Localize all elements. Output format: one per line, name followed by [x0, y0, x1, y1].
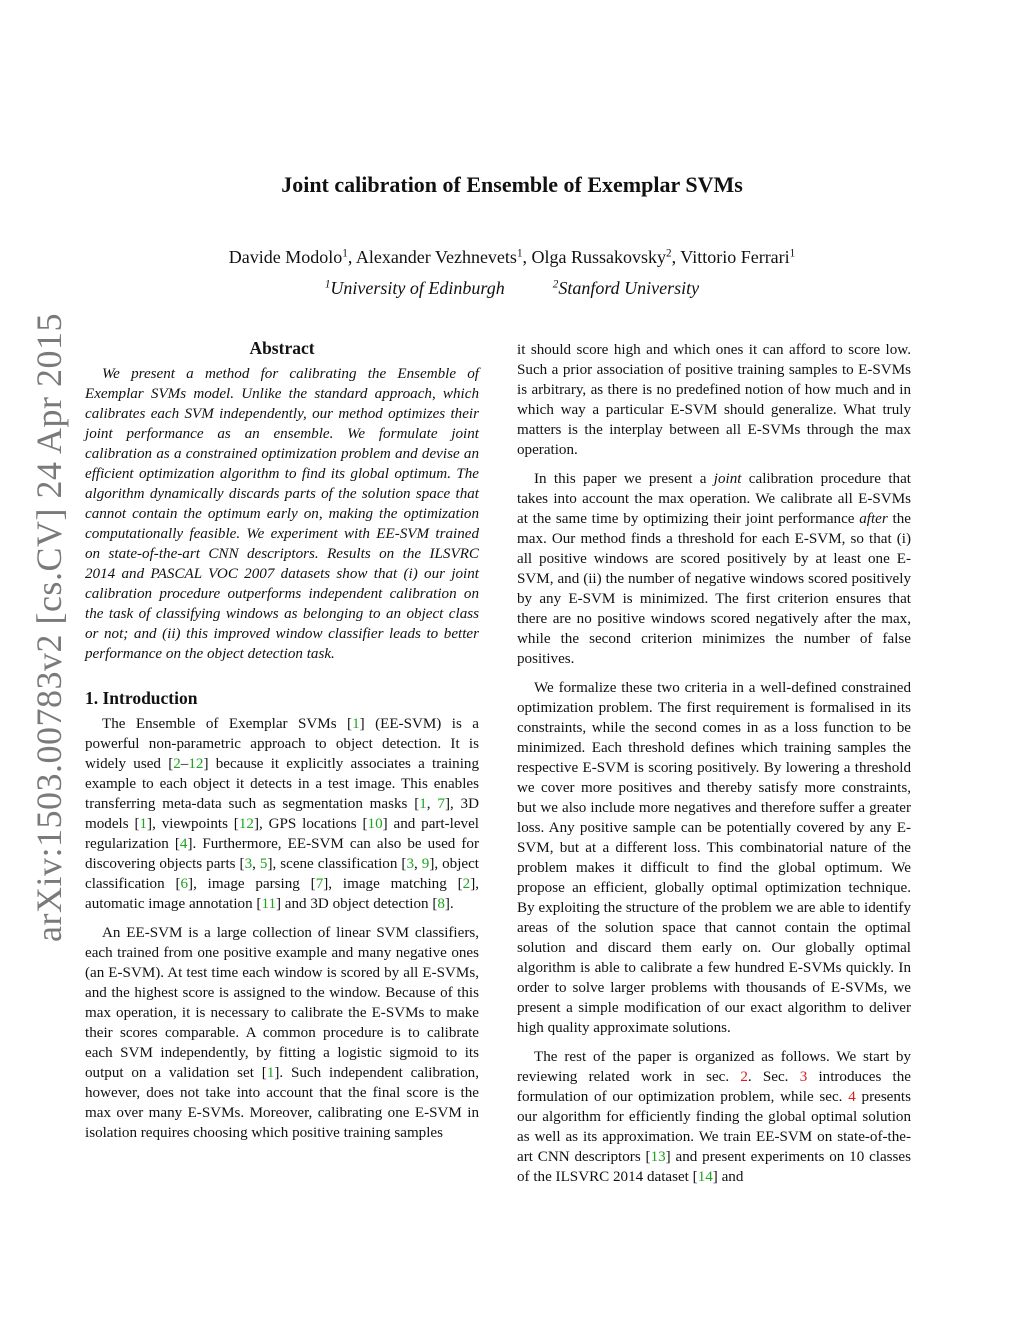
affiliation-mark: 2 — [552, 278, 559, 291]
citation-link[interactable]: 1 — [419, 796, 427, 812]
author-name: Olga Russakovsky — [531, 247, 667, 267]
body-paragraph: it should score high and which ones it can afford to score low. Such a prior association of positive training samples to E-SVMs is arbitrary, as there is no predefined notion of how much and in which way a particular E-SVM should generalize. What truly matters is the interplay between all E-SVMs through the max operation. — [517, 342, 911, 458]
affiliation-list — [0, 278, 1024, 299]
introduction-heading: 1. Introduction — [85, 688, 198, 708]
author-affiliation-mark: 1 — [516, 247, 523, 260]
introduction-paragraph: The Ensemble of Exemplar SVMs [1] (EE-SVM) is a powerful non-parametric approach to object detection. It is widely used [2–12] because it explicitly associates a training example to each object it detects in a test image. This enables transferring meta-data such as segmentation masks [1, 7], 3D models [1], viewpoints [12], GPS locations [10] and part-level regularization [4]. Furthermore, EE-SVM can also be used for discovering objects parts [3, 5], scene classification [3, 9], object classification [6], image parsing [7], image matching [2], automatic image annotation [11] and 3D object detection [8]. — [85, 716, 480, 912]
citation-link[interactable]: 7 — [437, 796, 445, 812]
abstract-heading: Abstract — [249, 338, 315, 358]
section-reference-link[interactable]: 4 — [848, 1089, 856, 1105]
author-name: Vittorio Ferrari — [680, 247, 790, 267]
citation-link[interactable]: 3 — [244, 856, 253, 872]
introduction-paragraph: An EE-SVM is a large collection of linear SVM classifiers, each trained from one positive example and many negative ones (an E-SVM). At test time each window is scored by all E-SVMs, and the highest score is assigned to the window. Because of this max operation, it is necessary to calibrate the E-SVMs to make their scores comparable. A common procedure is to calibrate each SVM independently, by fitting a logistic sigmoid to its output on a validation set [1]. Such independent calibration, however, does not take into account that the final score is the max over many E-SVMs. Moreover, calibrating one E-SVM in isolation requires choosing which positive training samples — [85, 925, 479, 1141]
arxiv-identifier-stamp: arXiv:1503.00783v2 [cs.CV] 24 Apr 2015 — [29, 313, 69, 942]
citation-link[interactable]: 5 — [259, 856, 268, 872]
abstract-text: We present a method for calibrating the Ensemble of Exemplar SVMs model. Unlike the standard approach, which calibrates each SVM independently, our method optimizes their joint performance as an ensemble. We formulate joint calibration as a constrained optimization problem and devise an efficient optimization algorithm to find its global optimum. The algorithm dynamically discards parts of the solution space that cannot contain the optimum early on, making the optimization computationally feasible. We experiment with EE-SVM trained on state-of-the-art CNN descriptors. Results on the ILSVRC 2014 and PASCAL VOC 2007 datasets show that (i) our joint calibration procedure outperforms independent calibration on the task of classifying windows as belonging to an object class or not; and (ii) this improved window classifier leads to better performance on the object detection task. — [85, 366, 479, 662]
citation-link[interactable]: 1 — [352, 716, 360, 732]
section-reference-link[interactable]: 2 — [740, 1069, 748, 1085]
citation-link[interactable]: 11 — [261, 896, 276, 912]
citation-link[interactable]: 3 — [406, 856, 414, 872]
right-column — [517, 340, 911, 1196]
citation-link[interactable]: 7 — [315, 876, 324, 892]
citation-link[interactable]: 8 — [437, 896, 445, 912]
affiliation-mark: 1 — [324, 278, 331, 291]
citation-link[interactable]: 9 — [421, 856, 430, 872]
citation-link[interactable]: 4 — [179, 836, 188, 852]
author-name: Davide Modolo — [228, 247, 343, 267]
citation-link[interactable]: 14 — [697, 1169, 713, 1185]
citation-link[interactable]: 1 — [266, 1065, 275, 1081]
citation-link[interactable]: 13 — [650, 1149, 666, 1165]
citation-link[interactable]: 1 — [139, 816, 148, 832]
citation-link[interactable]: 12 — [188, 756, 204, 772]
affiliation-name: University of Edinburgh — [330, 278, 505, 298]
body-paragraph: The rest of the paper is organized as follows. We start by reviewing related work in sec. 2. Sec. 3 introduces the formulation of our optimization problem, while sec. 4 presents our algorithm for efficiently finding the global optimal solution as well as its approximation. We train EE-SVM on state-of-the-art CNN descriptors [13] and present experiments on 10 classes of the ILSVRC 2014 dataset [14] and — [517, 1049, 912, 1185]
citation-link[interactable]: 2 — [462, 876, 471, 892]
citation-link[interactable]: 2 — [173, 756, 181, 772]
body-paragraph: We formalize these two criteria in a well-defined constrained optimization problem. The first requirement is formalised in its constraints, while the second comes in as a loss function to be minimized. Each threshold defines which training samples the respective E-SVM is scoring positively. By lowering a threshold we cover more positives and thereby satisfy more constraints, but we also include more negatives and therefore suffer a greater loss. Any positive sample can be potentially covered by any E-SVM, but at a different loss. This combinatorial nature of the problem makes it difficult to find the global optimum. We propose an efficient, globally optimal optimization technique. By exploiting the structure of the problem we are able to identify areas of the solution space that cannot contain the optimal solution and discard them early on. Our globally optimal algorithm is able to calibrate a few hundred E-SVMs quickly. In order to solve larger problems with thousands of E-SVMs, we present a simple modification of our exact algorithm to deliver high quality approximate solutions. — [517, 680, 911, 1036]
emphasis-text: joint — [713, 471, 742, 487]
author-name: Alexander Vezhnevets — [355, 247, 517, 267]
citation-link[interactable]: 12 — [238, 816, 254, 832]
emphasis-text: after — [859, 511, 888, 527]
citation-link[interactable]: 10 — [367, 816, 383, 832]
author-list: Davide Modolo$^1$, Alexander Vezhnevets$^1$, Olga Russakovsky$^2$, Vittorio Ferrari$^1$ — [228, 247, 796, 267]
author-affiliation-mark: 1 — [342, 247, 348, 260]
left-column — [85, 336, 479, 1152]
affiliation-name: Stanford University — [558, 278, 700, 298]
author-affiliation-mark: 2 — [666, 247, 672, 260]
paper-title: Joint calibration of Ensemble of Exemplar SVMs — [281, 172, 743, 197]
section-reference-link[interactable]: 3 — [799, 1069, 808, 1085]
body-paragraph: In this paper we present a joint calibration procedure that takes into account the max operation. We calibrate all E-SVMs at the same time by optimizing their joint performance after the max. Our method finds a threshold for each E-SVM, so that (i) all positive windows are scored positively by at least one E-SVM, and (ii) the number of negative windows scored positively by any E-SVM is minimized. The first criterion ensures that there are no positive windows scored negatively after the max, while the second criterion minimizes the number of false positives. — [517, 471, 911, 667]
citation-link[interactable]: 6 — [180, 876, 189, 892]
author-affiliation-mark: 1 — [789, 247, 796, 260]
